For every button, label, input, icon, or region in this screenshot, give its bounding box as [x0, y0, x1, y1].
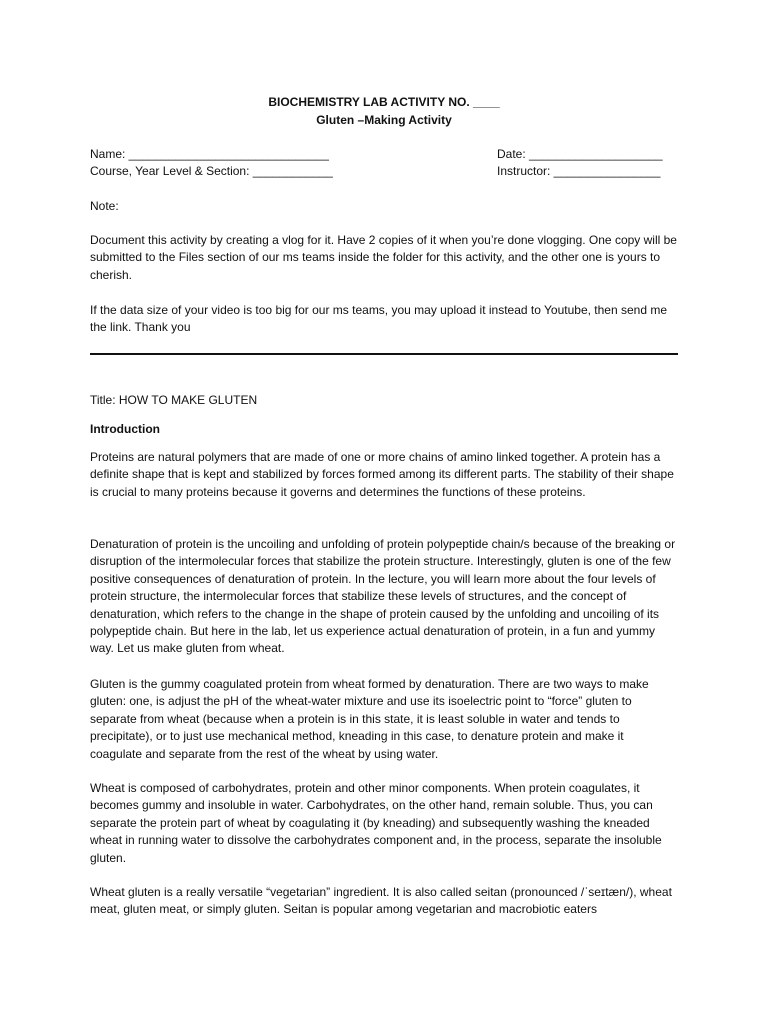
note-paragraph-1: Document this activity by creating a vlog for it. Have 2 copies of it when you’re done vlogging. One copy will be submitted to the Files section of our ms teams inside the folder for this activity, and the other one is yours to cherish. — [90, 233, 677, 282]
body-paragraph: Denaturation of protein is the uncoiling and unfolding of protein polypeptide chain/s because of the breaking or disruption of the intermolecular forces that stabilize the protein structure. Interestingly, gluten is one of the few positive consequences of denaturation of protein. In the lecture, you will learn more about the four levels of protein structure, the intermolecular forces that stabilize these levels of structures, and the concept of denaturation, which refers to the change in the shape of protein caused by the unfolding and uncoiling of its polypeptide chain. But here in the lab, let us experience actual denaturation of protein, in a fun and yummy way. Let us make gluten from wheat. — [90, 537, 676, 656]
instructor-field: Instructor: ________________ — [497, 164, 661, 178]
name-field: Name: ______________________________ — [90, 147, 329, 161]
note-paragraph-2: If the data size of your video is too big for our ms teams, you may upload it instead to Youtube, then send me the link. Thank you — [90, 303, 668, 335]
note-label: Note: — [90, 199, 119, 213]
body-paragraph: Wheat gluten is a really versatile “vegetarian” ingredient. It is also called seitan (pronounced /ˈseɪtæn/), wheat meat, gluten meat, or simply gluten. Seitan is popular among vegetarian and macrobiotic eaters — [90, 885, 672, 917]
body-paragraph: Proteins are natural polymers that are made of one or more chains of amino linked together. A protein has a definite shape that is kept and stabilized by forces formed among its different parts. The stability of their shape is crucial to many proteins because it governs and determines the functions of these proteins. — [90, 450, 674, 499]
body-paragraph: Wheat is composed of carbohydrates, protein and other minor components. When protein coagulates, it becomes gummy and insoluble in water. Carbohydrates, on the other hand, remain soluble. Thus, you can separate the protein part of wheat by coagulating it (by kneading) and subsequently washing the kneaded wheat in running water to dissolve the carbohydrates component and, in the process, separate the insoluble gluten. — [90, 781, 662, 865]
date-field: Date: ____________________ — [497, 147, 663, 161]
body-paragraph: Gluten is the gummy coagulated protein from wheat formed by denaturation. There are two ways to make gluten: one, is adjust the pH of the wheat-water mixture and use its isoelectric point to “force” gluten to separate from wheat (because when a protein is in this state, it is least soluble in water and tends to precipitate), or to just use mechanical method, kneading in this case, to denature protein and make it coagulate and separate from the rest of the wheat by using water. — [90, 677, 649, 761]
activity-title-heading: Gluten –Making Activity — [316, 113, 452, 127]
section-divider — [90, 353, 678, 355]
course-field: Course, Year Level & Section: ____________ — [90, 164, 333, 178]
activity-number-heading: BIOCHEMISTRY LAB ACTIVITY NO. ____ — [268, 95, 500, 109]
introduction-heading: Introduction — [90, 422, 160, 436]
document-header — [0, 93, 768, 129]
document-title: Title: HOW TO MAKE GLUTEN — [90, 393, 258, 407]
